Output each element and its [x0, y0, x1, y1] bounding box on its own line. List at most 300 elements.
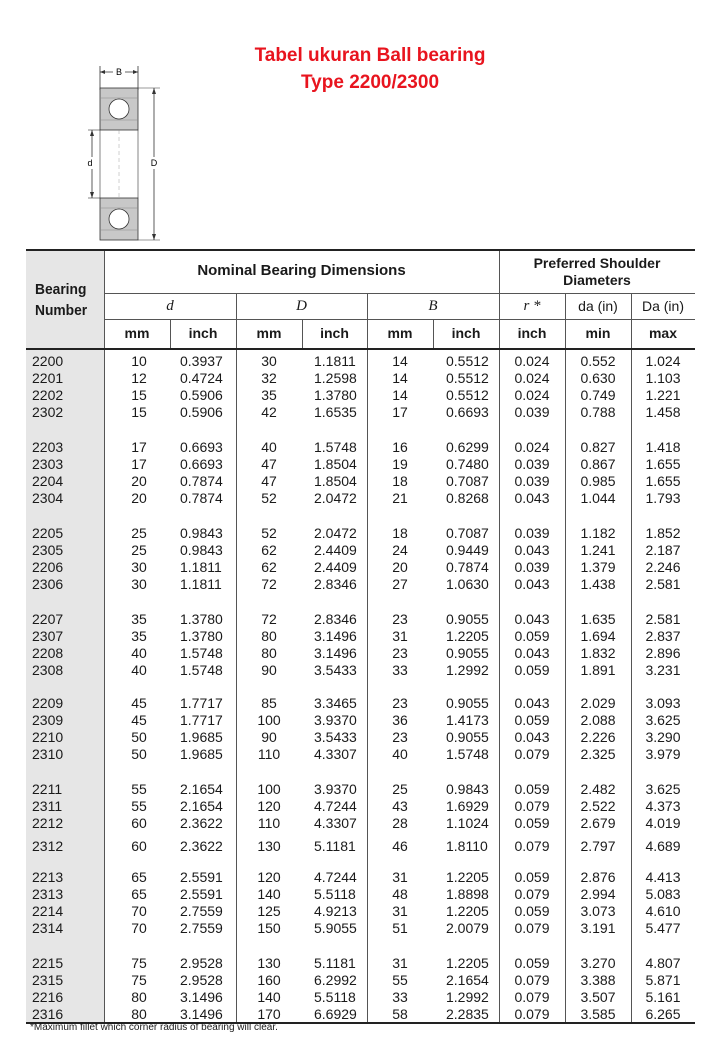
table-cell: 5.1181 [314, 838, 356, 854]
table-cell: 2307 [32, 628, 64, 644]
table-cell: 2213 [32, 869, 64, 885]
table-cell: 0.3937 [180, 353, 223, 369]
table-cell: 0.867 [580, 456, 616, 472]
table-body [26, 350, 695, 1024]
table-cell: 2210 [32, 729, 64, 745]
table-cell: 80 [131, 1006, 147, 1022]
table-cell: 2208 [32, 645, 64, 661]
table-cell: 47 [261, 473, 277, 489]
table-cell: 2.522 [580, 798, 616, 814]
table-cell: 0.059 [514, 903, 550, 919]
table-cell: 5.871 [645, 972, 681, 988]
table-cell: 1.024 [645, 353, 681, 369]
table-cell: 85 [261, 695, 277, 711]
table-cell: 120 [257, 798, 281, 814]
table-cell: 65 [131, 869, 147, 885]
table-row [26, 370, 695, 387]
table-cell: 2.3622 [180, 838, 223, 854]
table-cell: 5.5118 [314, 886, 356, 902]
table-cell: 1.2598 [314, 370, 357, 386]
table-row [26, 645, 695, 662]
table-row [26, 353, 695, 370]
table-cell: 0.079 [514, 838, 550, 854]
table-cell: 1.2992 [446, 662, 489, 678]
table-cell: 51 [392, 920, 408, 936]
table-cell: 40 [261, 439, 277, 455]
table-cell: 62 [261, 542, 277, 558]
table-row [26, 490, 695, 507]
table-cell: 48 [392, 886, 408, 902]
table-cell: 40 [131, 662, 147, 678]
table-cell: 3.1496 [180, 989, 223, 1005]
table-cell: 0.7087 [446, 525, 489, 541]
table-cell: 1.0630 [446, 576, 489, 592]
table-cell: 35 [261, 387, 277, 403]
table-row [26, 628, 695, 645]
table-cell: 1.103 [645, 370, 681, 386]
table-cell: 1.5748 [446, 746, 489, 762]
table-cell: 50 [131, 746, 147, 762]
table-cell: 2.5591 [180, 886, 223, 902]
table-cell: 2207 [32, 611, 64, 627]
table-cell: 0.043 [514, 542, 550, 558]
table-cell: 2.4409 [314, 542, 357, 558]
table-cell: 33 [392, 989, 408, 1005]
table-cell: 2204 [32, 473, 64, 489]
table-cell: 0.7874 [180, 490, 223, 506]
table-cell: 1.7717 [180, 695, 223, 711]
table-cell: 3.270 [580, 955, 616, 971]
table-cell: 2312 [32, 838, 64, 854]
footnote: *Maximum fillet which corner radius of bearing will clear. [30, 1022, 278, 1033]
table-cell: 10 [131, 353, 147, 369]
table-cell: 2310 [32, 746, 64, 762]
table-cell: 2202 [32, 387, 64, 403]
table-cell: 3.388 [580, 972, 616, 988]
table-cell: 2201 [32, 370, 64, 386]
r-header: r * [523, 298, 541, 314]
table-cell: 3.290 [645, 729, 681, 745]
table-cell: 3.5433 [314, 729, 357, 745]
table-cell: 2.1654 [180, 781, 223, 797]
table-cell: 1.044 [580, 490, 616, 506]
table-cell: 2.837 [645, 628, 681, 644]
B-header: B [428, 298, 438, 314]
table-cell: 2302 [32, 404, 64, 420]
table-cell: 2.797 [580, 838, 616, 854]
table-cell: 1.2205 [446, 628, 489, 644]
table-cell: 0.6299 [446, 439, 489, 455]
table-cell: 3.191 [580, 920, 616, 936]
table-cell: 0.043 [514, 729, 550, 745]
table-cell: 1.5748 [180, 645, 223, 661]
table-cell: 0.079 [514, 920, 550, 936]
table-cell: 4.610 [645, 903, 681, 919]
table-cell: 1.2205 [446, 955, 489, 971]
table-row [26, 955, 695, 972]
table-cell: 0.4724 [180, 370, 223, 386]
table-cell: 110 [257, 815, 281, 831]
table-cell: 2303 [32, 456, 64, 472]
table-cell: 40 [392, 746, 408, 762]
table-cell: 1.3780 [180, 628, 223, 644]
table-cell: 2.029 [580, 695, 616, 711]
table-cell: 47 [261, 456, 277, 472]
table-cell: 130 [257, 838, 281, 854]
table-cell: 70 [131, 903, 147, 919]
table-cell: 1.458 [645, 404, 681, 420]
table-cell: 28 [392, 815, 408, 831]
table-cell: 18 [392, 525, 408, 541]
table-cell: 2.994 [580, 886, 616, 902]
table-cell: 31 [392, 955, 408, 971]
table-cell: 3.979 [645, 746, 681, 762]
table-cell: 0.5906 [180, 404, 223, 420]
table-cell: 25 [131, 542, 147, 558]
table-cell: 2.187 [645, 542, 681, 558]
table-cell: 20 [131, 473, 147, 489]
table-cell: 30 [131, 576, 147, 592]
table-cell: 15 [131, 387, 147, 403]
table-cell: 0.079 [514, 798, 550, 814]
table-cell: 2.325 [580, 746, 616, 762]
table-cell: 1.8898 [446, 886, 489, 902]
table-row [26, 886, 695, 903]
bearing-label: Bearing [35, 281, 87, 298]
label-d-small: d [87, 158, 93, 168]
table-cell: 1.655 [645, 456, 681, 472]
table-cell: 55 [131, 781, 147, 797]
table-cell: 2212 [32, 815, 64, 831]
preferred-shoulder-header [499, 255, 695, 289]
table-cell: 72 [261, 576, 277, 592]
table-cell: 3.507 [580, 989, 616, 1005]
table-cell: 20 [131, 490, 147, 506]
table-cell: 1.379 [580, 559, 616, 575]
table-cell: 0.059 [514, 712, 550, 728]
table-cell: 0.059 [514, 628, 550, 644]
bearing-table [26, 249, 695, 1024]
table-cell: 1.438 [580, 576, 616, 592]
table-cell: 100 [257, 781, 281, 797]
table-cell: 1.3780 [314, 387, 357, 403]
unit-header: inch [517, 325, 547, 341]
table-cell: 16 [392, 439, 408, 455]
table-cell: 0.043 [514, 645, 550, 661]
table-cell: 130 [257, 955, 281, 971]
table-cell: 1.241 [580, 542, 616, 558]
table-cell: 65 [131, 886, 147, 902]
table-cell: 0.059 [514, 781, 550, 797]
table-row [26, 729, 695, 746]
table-cell: 2.876 [580, 869, 616, 885]
table-cell: 120 [257, 869, 281, 885]
unit-header: min [585, 325, 611, 341]
table-cell: 1.9685 [180, 746, 223, 762]
table-cell: 0.024 [514, 439, 550, 455]
table-cell: 2.9528 [180, 972, 223, 988]
table-cell: 0.043 [514, 695, 550, 711]
table-cell: 3.9370 [314, 712, 357, 728]
table-cell: 1.6535 [314, 404, 357, 420]
table-cell: 42 [261, 404, 277, 420]
table-cell: 0.024 [514, 370, 550, 386]
table-cell: 4.3307 [314, 746, 357, 762]
table-cell: 2.5591 [180, 869, 223, 885]
table-cell: 2.246 [645, 559, 681, 575]
table-cell: 17 [392, 404, 408, 420]
unit-header: mm [387, 325, 413, 341]
table-cell: 0.827 [580, 439, 616, 455]
table-row [26, 387, 695, 404]
table-cell: 80 [261, 628, 277, 644]
table-cell: 52 [261, 525, 277, 541]
table-cell: 2.1654 [446, 972, 489, 988]
table-cell: 3.625 [645, 712, 681, 728]
table-cell: 35 [131, 611, 147, 627]
table-cell: 1.852 [645, 525, 681, 541]
table-cell: 19 [392, 456, 408, 472]
table-cell: 3.231 [645, 662, 681, 678]
table-cell: 3.073 [580, 903, 616, 919]
table-cell: 1.891 [580, 662, 616, 678]
table-cell: 0.5906 [180, 387, 223, 403]
table-cell: 0.043 [514, 611, 550, 627]
table-cell: 25 [131, 525, 147, 541]
table-cell: 2315 [32, 972, 64, 988]
table-cell: 2211 [32, 781, 63, 797]
table-cell: 23 [392, 729, 408, 745]
table-cell: 2.3622 [180, 815, 223, 831]
table-cell: 2313 [32, 886, 64, 902]
table-cell: 43 [392, 798, 408, 814]
table-cell: 80 [261, 645, 277, 661]
table-cell: 100 [257, 712, 281, 728]
table-cell: 0.9055 [446, 611, 489, 627]
table-cell: 2311 [32, 798, 63, 814]
table-cell: 2.4409 [314, 559, 357, 575]
table-cell: 2.8346 [314, 576, 357, 592]
table-cell: 0.059 [514, 955, 550, 971]
table-cell: 0.8268 [446, 490, 489, 506]
table-cell: 2216 [32, 989, 64, 1005]
table-row [26, 662, 695, 679]
table-cell: 1.1811 [314, 353, 356, 369]
D-header: D [296, 298, 307, 314]
table-cell: 2206 [32, 559, 64, 575]
table-cell: 2.0472 [314, 525, 357, 541]
table-cell: 160 [257, 972, 281, 988]
table-cell: 1.8110 [446, 838, 488, 854]
table-cell: 1.4173 [446, 712, 489, 728]
table-cell: 2314 [32, 920, 64, 936]
table-cell: 2.0079 [446, 920, 489, 936]
table-cell: 1.635 [580, 611, 616, 627]
table-cell: 5.477 [645, 920, 681, 936]
table-cell: 2.9528 [180, 955, 223, 971]
table-cell: 21 [392, 490, 408, 506]
table-cell: 1.5748 [180, 662, 223, 678]
table-cell: 80 [131, 989, 147, 1005]
table-cell: 2304 [32, 490, 64, 506]
unit-header: mm [124, 325, 150, 341]
table-cell: 20 [392, 559, 408, 575]
table-cell: 6.6929 [314, 1006, 357, 1022]
table-cell: 2200 [32, 353, 64, 369]
table-row [26, 798, 695, 815]
table-cell: 0.039 [514, 559, 550, 575]
table-cell: 6.2992 [314, 972, 357, 988]
table-cell: 0.9055 [446, 645, 489, 661]
table-cell: 0.9843 [180, 525, 223, 541]
table-row [26, 542, 695, 559]
table-cell: 75 [131, 972, 147, 988]
table-row [26, 746, 695, 763]
table-row [26, 576, 695, 593]
table-cell: 75 [131, 955, 147, 971]
table-cell: 3.585 [580, 1006, 616, 1022]
table-cell: 31 [392, 903, 408, 919]
table-cell: 4.7244 [314, 798, 357, 814]
table-row [26, 456, 695, 473]
table-cell: 0.7480 [446, 456, 489, 472]
table-row [26, 781, 695, 798]
table-cell: 23 [392, 695, 408, 711]
table-cell: 0.788 [580, 404, 616, 420]
table-cell: 3.093 [645, 695, 681, 711]
table-cell: 1.6929 [446, 798, 489, 814]
table-cell: 60 [131, 838, 147, 854]
table-cell: 31 [392, 628, 408, 644]
table-cell: 1.418 [645, 439, 681, 455]
table-cell: 0.7874 [180, 473, 223, 489]
table-cell: 0.5512 [446, 370, 489, 386]
table-cell: 3.1496 [314, 628, 357, 644]
table-cell: 18 [392, 473, 408, 489]
table-cell: 2.0472 [314, 490, 357, 506]
table-cell: 40 [131, 645, 147, 661]
table-cell: 4.3307 [314, 815, 357, 831]
table-cell: 45 [131, 712, 147, 728]
table-cell: 52 [261, 490, 277, 506]
table-cell: 17 [131, 439, 147, 455]
table-cell: 0.039 [514, 456, 550, 472]
table-cell: 140 [257, 886, 281, 902]
table-cell: 2.088 [580, 712, 616, 728]
unit-header: inch [320, 325, 349, 341]
table-cell: 1.832 [580, 645, 616, 661]
table-cell: 0.6693 [180, 439, 223, 455]
table-cell: 6.265 [645, 1006, 681, 1022]
table-cell: 150 [257, 920, 281, 936]
table-cell: 0.9055 [446, 695, 489, 711]
table-cell: 35 [131, 628, 147, 644]
table-cell: 2.581 [645, 611, 681, 627]
table-header [26, 249, 695, 350]
table-cell: 2205 [32, 525, 64, 541]
table-row [26, 869, 695, 886]
document-title [210, 42, 530, 96]
table-cell: 5.5118 [314, 989, 356, 1005]
table-cell: 0.059 [514, 662, 550, 678]
table-cell: 1.694 [580, 628, 616, 644]
table-cell: 2308 [32, 662, 64, 678]
table-cell: 0.630 [580, 370, 616, 386]
table-row [26, 712, 695, 729]
table-cell: 58 [392, 1006, 408, 1022]
table-cell: 50 [131, 729, 147, 745]
unit-header: mm [256, 325, 282, 341]
title-line-1: Tabel ukuran Ball bearing [254, 45, 486, 66]
bearing-number-header [35, 279, 87, 321]
unit-header: inch [451, 325, 481, 341]
table-cell: 2.2835 [446, 1006, 489, 1022]
da-header: da (in) [578, 298, 618, 314]
table-cell: 5.1181 [314, 955, 356, 971]
table-cell: 72 [261, 611, 277, 627]
table-cell: 14 [392, 353, 408, 369]
table-cell: 14 [392, 387, 408, 403]
table-cell: 2309 [32, 712, 64, 728]
table-row [26, 559, 695, 576]
table-cell: 0.079 [514, 746, 550, 762]
number-label: Number [35, 302, 88, 319]
table-cell: 170 [257, 1006, 281, 1022]
table-cell: 4.689 [645, 838, 681, 854]
table-cell: 90 [261, 729, 277, 745]
table-cell: 31 [392, 869, 408, 885]
preferred-line-2: Diameters [563, 272, 631, 288]
table-cell: 1.655 [645, 473, 681, 489]
table-cell: 46 [392, 838, 408, 854]
table-row [26, 972, 695, 989]
unit-header: inch [188, 325, 218, 341]
table-cell: 0.024 [514, 353, 550, 369]
table-cell: 0.024 [514, 387, 550, 403]
table-cell: 1.1811 [180, 576, 222, 592]
table-cell: 23 [392, 645, 408, 661]
table-cell: 2.226 [580, 729, 616, 745]
table-cell: 3.9370 [314, 781, 357, 797]
table-cell: 0.043 [514, 490, 550, 506]
table-cell: 17 [131, 456, 147, 472]
table-cell: 0.7087 [446, 473, 489, 489]
table-cell: 1.8504 [314, 473, 357, 489]
table-cell: 5.9055 [314, 920, 357, 936]
table-cell: 25 [392, 781, 408, 797]
table-cell: 0.9843 [180, 542, 223, 558]
divider [104, 293, 695, 294]
table-cell: 23 [392, 611, 408, 627]
table-cell: 4.807 [645, 955, 681, 971]
table-row [26, 1006, 695, 1023]
table-cell: 2306 [32, 576, 64, 592]
table-cell: 30 [131, 559, 147, 575]
table-row [26, 920, 695, 937]
table-cell: 45 [131, 695, 147, 711]
table-cell: 0.9449 [446, 542, 489, 558]
table-cell: 2209 [32, 695, 64, 711]
unit-header: max [648, 325, 678, 341]
table-cell: 110 [257, 746, 281, 762]
table-cell: 60 [131, 815, 147, 831]
table-row [26, 903, 695, 920]
title-line-2: Type 2200/2300 [300, 72, 440, 93]
table-cell: 2214 [32, 903, 64, 919]
table-cell: 0.5512 [446, 387, 489, 403]
table-row [26, 611, 695, 628]
table-cell: 4.373 [645, 798, 681, 814]
